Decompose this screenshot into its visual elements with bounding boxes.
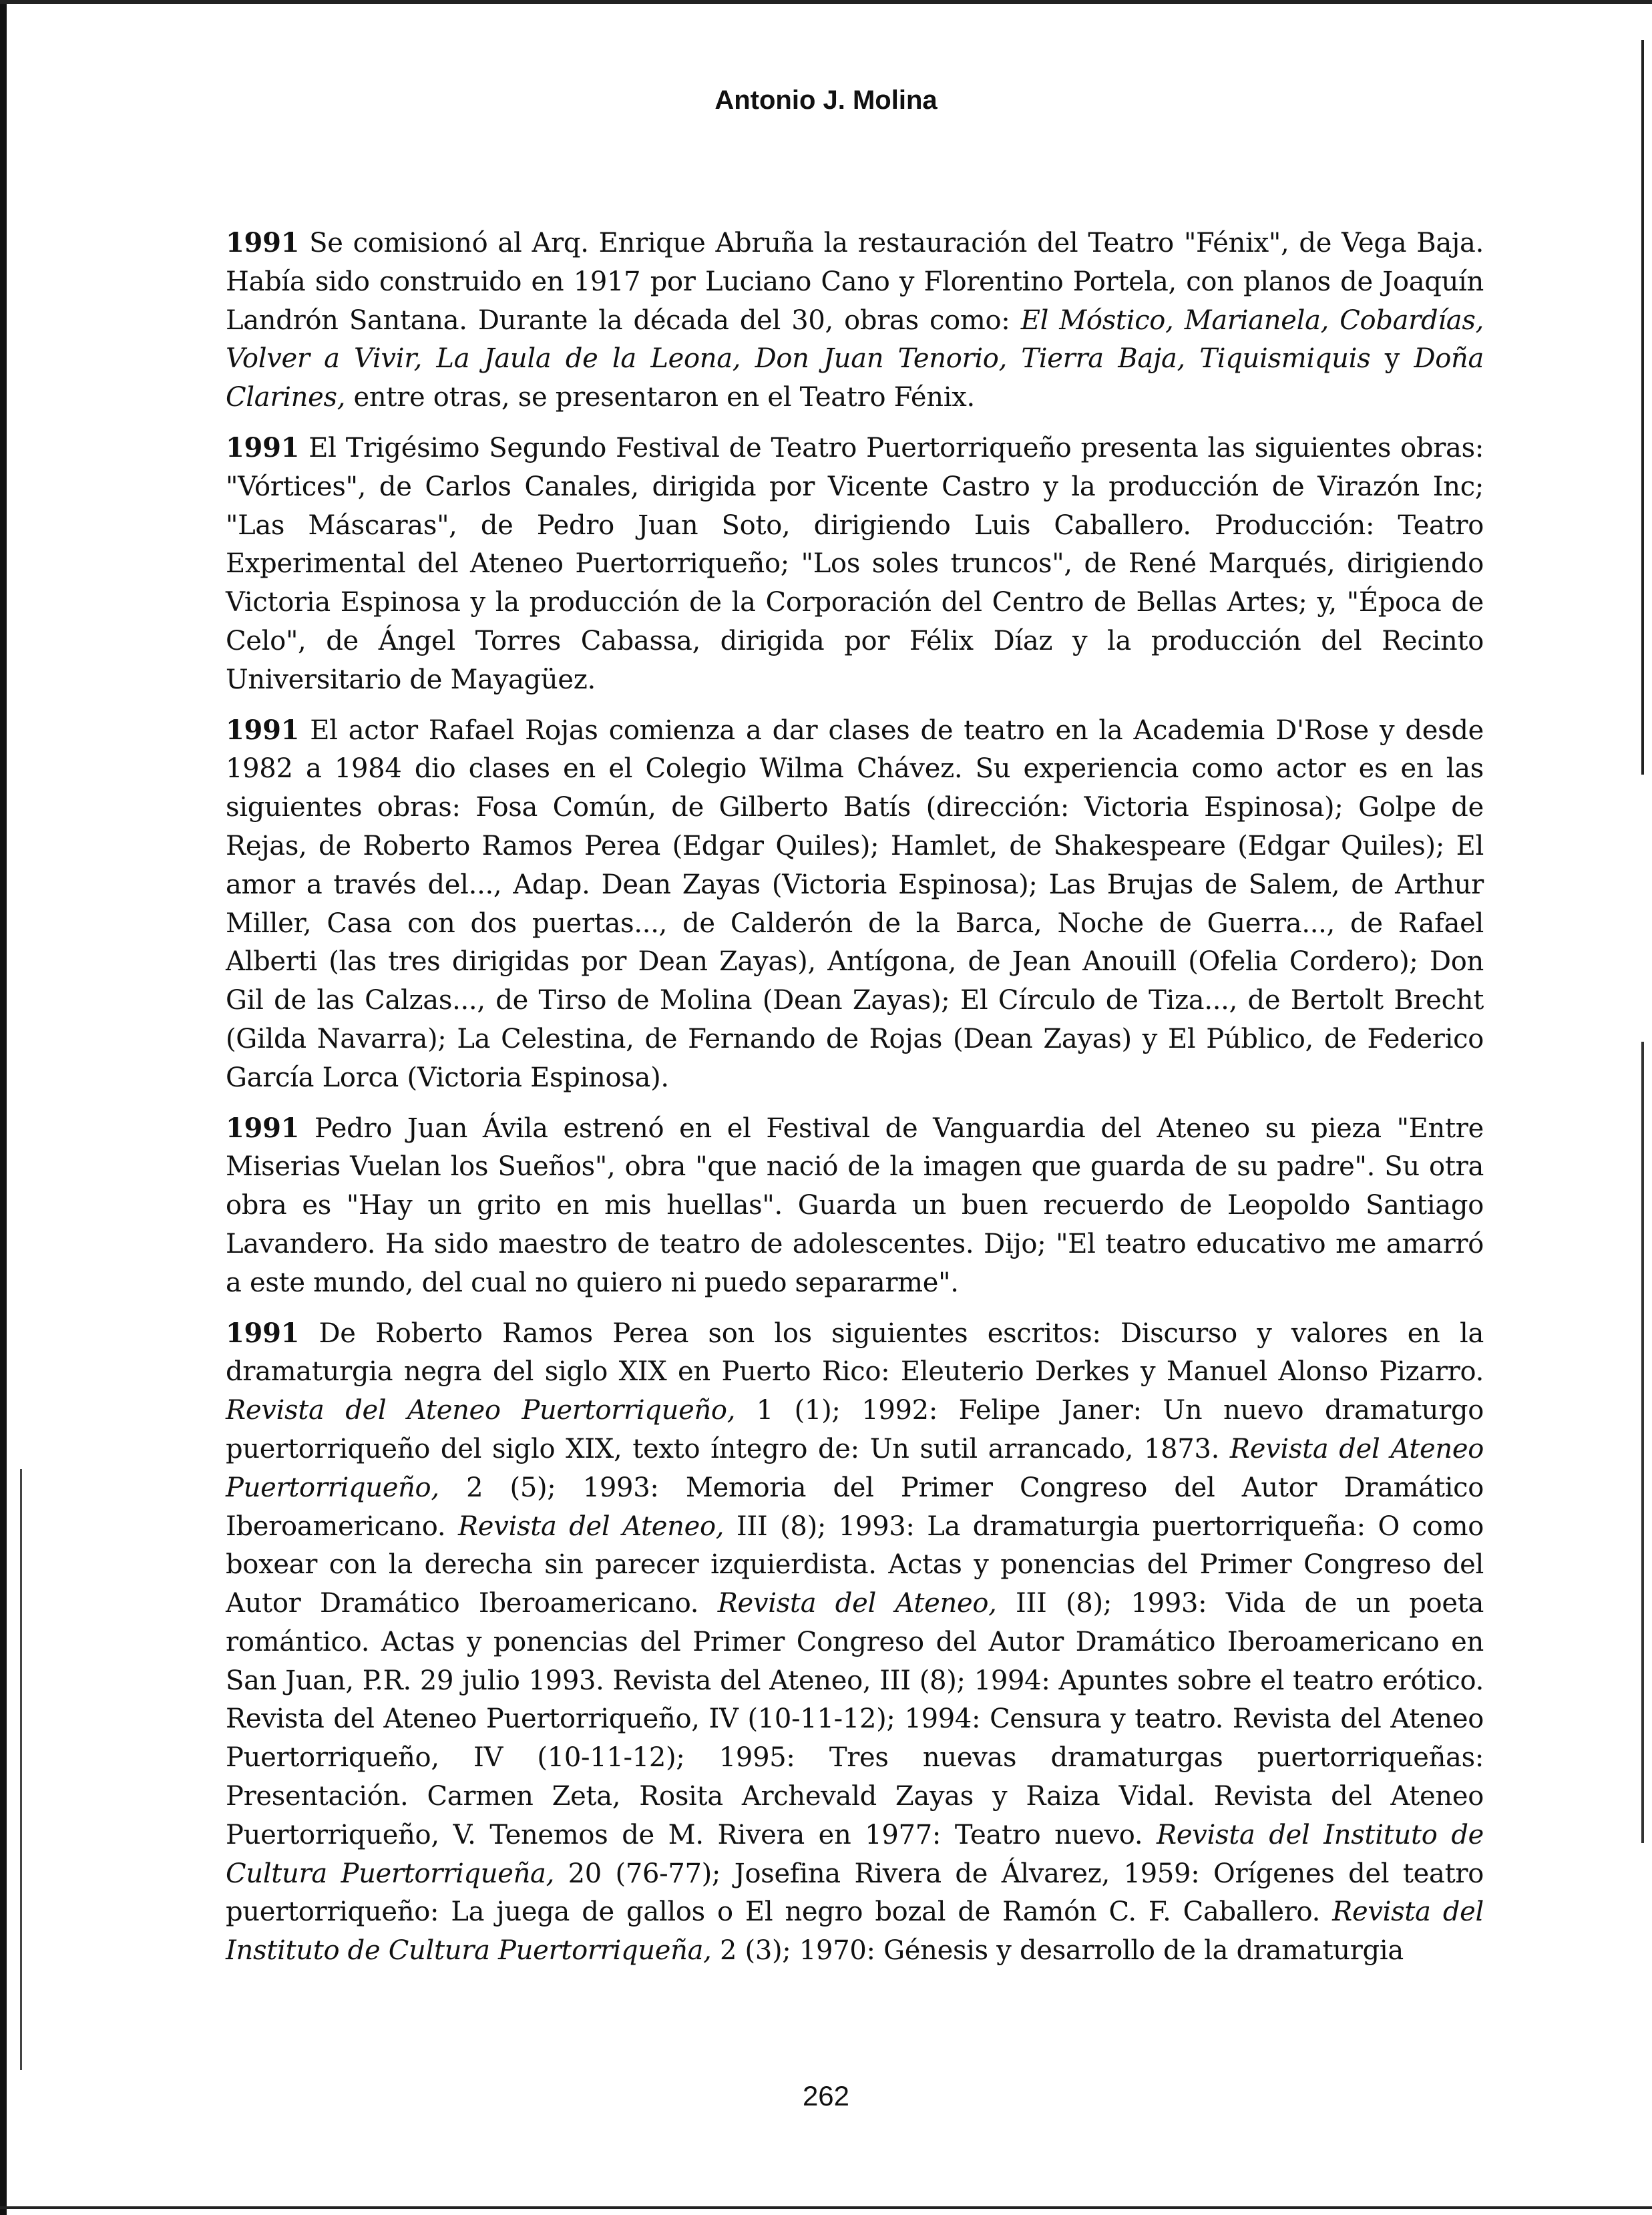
chronology-entry: [226, 429, 1484, 700]
page-body: [226, 224, 1484, 1982]
entry-year: 1991: [226, 1317, 300, 1349]
entry-title-italic: Revista del Ateneo Puertorriqueño,: [226, 1433, 1484, 1503]
entry-text: III (8); 1993: Vida de un poeta romántico. Actas y ponencias del Primer Congreso del Autor Dramático Iberoamericano en San Juan, P.R. 29 julio 1993. Revista del Ateneo, III (8); 1994: Apuntes sobre el teatro erótico. Revista del Ateneo Puertorriqueño, IV (10-11-12); 1994: Censura y teatro. Revista del Ateneo Puertorriqueño, IV (10-11-12); 1995: Tres nuevas dramaturgas puertorriqueñas: Presentación. Carmen Zeta, Rosita Archevald Zayas y Raiza Vidal. Revista del Ateneo Puertorriqueño, V. Tenemos de M. Rivera en 1977: Teatro nuevo.: [226, 1588, 1484, 1850]
chronology-entry: [226, 1314, 1484, 1971]
entry-text: 1 (1); 1992: Felipe Janer: Un nuevo dramaturgo puertorriqueño del siglo XIX, texto íntegro de: Un sutil arrancado, 1873.: [226, 1395, 1484, 1464]
entry-title-italic: Revista del Instituto de Cultura Puertorriqueña,: [226, 1819, 1484, 1889]
scan-edge-right-lower: [1641, 1042, 1644, 1843]
chronology-entry: [226, 1109, 1484, 1303]
entry-text: Se comisionó al Arq. Enrique Abruña la restauración del Teatro "Fénix", de Vega Baja. Había sido construido en 1917 por Luciano Cano y Florentino Portela, con planos de Joaquín Landrón Santana. Durante la década del 30, obras como:: [226, 228, 1484, 336]
entry-text: entre otras, se presentaron en el Teatro Fénix.: [345, 382, 975, 413]
entry-text: El Trigésimo Segundo Festival de Teatro Puertorriqueño presenta las siguientes obras: "Vórtices", de Carlos Canales, dirigida por Vicente Castro y la producción de Virazón Inc; "Las Máscaras", de Pedro Juan Soto, dirigiendo Luis Caballero. Producción: Teatro Experimental del Ateneo Puertorriqueño; "Los soles truncos", de René Marqués, dirigiendo Victoria Espinosa y la producción de la Corporación del Centro de Bellas Artes; y, "Época de Celo", de Ángel Torres Cabassa, dirigida por Félix Díaz y la producción del Recinto Universitario de Mayagüez.: [226, 432, 1484, 695]
entry-text: 20 (76-77); Josefina Rivera de Álvarez, 1959: Orígenes del teatro puertorriqueño: La juega de gallos o El negro bozal de Ramón C. F. Caballero.: [226, 1858, 1484, 1928]
entry-text: 2 (5); 1993: Memoria del Primer Congreso del Autor Dramático Iberoamericano.: [226, 1472, 1484, 1542]
entry-text: Pedro Juan Ávila estrenó en el Festival de Vanguardia del Ateneo su pieza "Entre Miserias Vuelan los Sueños", obra "que nació de la imagen que guarda de su padre". Su otra obra es "Hay un grito en mis huellas". Guarda un buen recuerdo de Leopoldo Santiago Lavandero. Ha sido maestro de teatro de adolescentes. Dijo; "El teatro educativo me amarró a este mundo, del cual no quiero ni puedo separarme".: [226, 1113, 1484, 1298]
entry-title-italic: Doña Clarines,: [226, 343, 1484, 413]
scan-edge-top: [0, 0, 1652, 4]
page-number: 262: [802, 2080, 850, 2111]
entry-year: 1991: [226, 1112, 300, 1144]
scan-edge-left-inner: [20, 1469, 22, 2070]
entry-text: 2 (3); 1970: Génesis y desarrollo de la dramaturgia: [711, 1935, 1404, 1967]
entry-text: III (8); 1993: La dramaturgia puertorriqueña: O como boxear con la derecha sin parecer izquierdista. Actas y ponencias del Primer Congreso del Autor Dramático Iberoamericano.: [226, 1511, 1484, 1619]
entry-text: y: [1370, 343, 1414, 375]
entry-year: 1991: [226, 431, 300, 463]
entry-text: De Roberto Ramos Perea son los siguientes escritos: Discurso y valores en la dramaturgia negra del siglo XIX en Puerto Rico: Eleuterio Derkes y Manuel Alonso Pizarro.: [226, 1318, 1484, 1388]
entry-title-italic: Revista del Instituto de Cultura Puertorriqueña,: [226, 1896, 1484, 1967]
entry-year: 1991: [226, 714, 300, 746]
entry-title-italic: Revista del Ateneo,: [457, 1511, 725, 1542]
entry-title-italic: Revista del Ateneo,: [717, 1588, 997, 1619]
entry-title-italic: Revista del Ateneo Puertorriqueño,: [226, 1395, 736, 1426]
running-head: Antonio J. Molina: [714, 85, 938, 115]
scan-edge-left: [0, 0, 7, 2215]
scan-edge-right: [1641, 40, 1644, 775]
entry-title-italic: El Móstico, Marianela, Cobardías, Volver a Vivir, La Jaula de la Leona, Don Juan Tenorio, Tierra Baja, Tiquismiquis: [226, 305, 1484, 375]
entry-text: El actor Rafael Rojas comienza a dar clases de teatro en la Academia D'Rose y desde 1982 a 1984 dio clases en el Colegio Wilma Chávez. Su experiencia como actor es en las siguientes obras: Fosa Común, de Gilberto Batís (dirección: Victoria Espinosa); Golpe de Rejas, de Roberto Ramos Perea (Edgar Quiles); Hamlet, de Shakespeare (Edgar Quiles); El amor a través del..., Adap. Dean Zayas (Victoria Espinosa); Las Brujas de Salem, de Arthur Miller, Casa con dos puertas..., de Calderón de la Barca, Noche de Guerra..., de Rafael Alberti (las tres dirigidas por Dean Zayas), Antígona, de Jean Anouill (Ofelia Cordero); Don Gil de las Calzas..., de Tirso de Molina (Dean Zayas); El Círculo de Tiza..., de Bertolt Brecht (Gilda Navarra); La Celestina, de Fernando de Rojas (Dean Zayas) y El Público, de Federico García Lorca (Victoria Espinosa).: [226, 715, 1484, 1093]
scan-edge-bottom: [0, 2206, 1652, 2209]
chronology-entry: [226, 711, 1484, 1098]
chronology-entry: [226, 224, 1484, 417]
entry-year: 1991: [226, 227, 300, 258]
